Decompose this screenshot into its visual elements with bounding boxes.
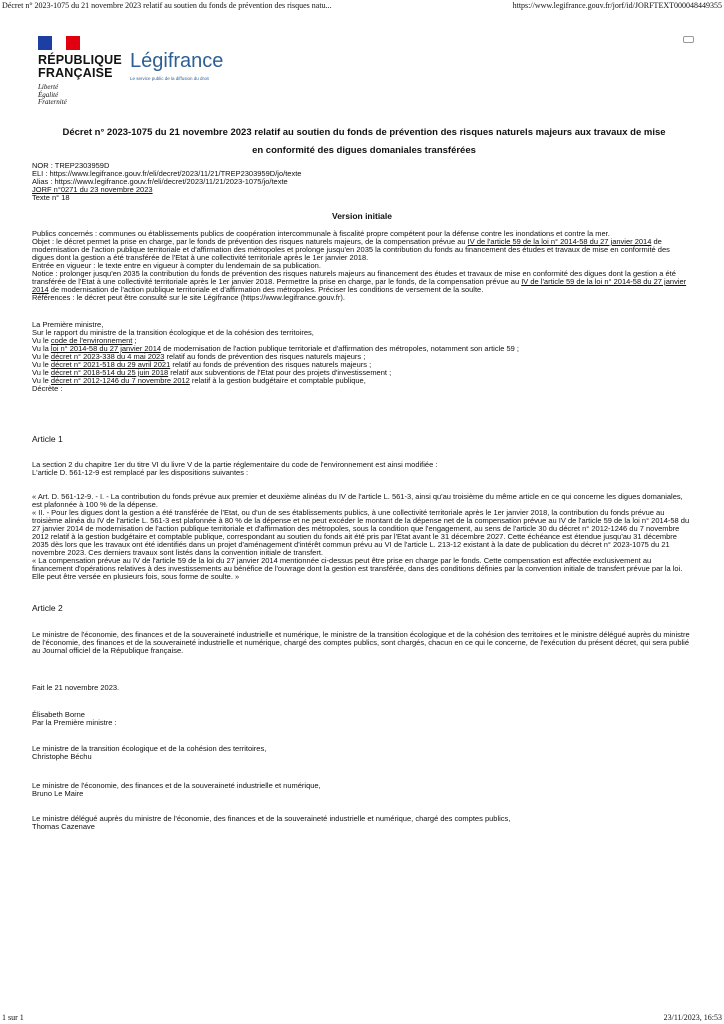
marianne-flag-icon	[38, 36, 80, 50]
paragraph: « Art. D. 561-12-9. - I. - La contribution du fonds prévue aux premier et deuxième alinéas du IV de l'article L. 561-3, ainsi qu'au troisième du même article en ce qui concerne les digues domaniales, est plafonnée à 100 % de la dépense.	[32, 492, 683, 509]
republique-francaise-wordmark: RÉPUBLIQUE FRANÇAISE	[38, 53, 122, 80]
article-2-body: Le ministre de l'économie, des finances et de la souveraineté industrielle et numérique, le ministre de la transition écologique et de la cohésion des territoires et le ministre délégué auprès du ministre de l'économie, des finances et de la souveraineté industrielle et numérique, chargé des comptes publics, sont chargés, chacun en ce qui le concerne, de l'exécution du présent décret, qui sera publié au Journal officiel de la République française.	[32, 630, 690, 655]
objet: Objet : le décret permet la prise en charge, par le fonds de prévention des risques naturels majeurs, de la compensation prévue au IV de l'article 59 de la loi n° 2014-58 du 27 janvier 2014 de modernisation de l'action publique territoriale et d'affirmation des métropoles et prolonge jusqu'en 2035 la contribution du fonds au financement des études et travaux de mise en conformité des digues dont la gestion a été transférée de l'Etat à une collectivité territoriale après le 1er janvier 2018.	[32, 237, 670, 262]
legifrance-logo[interactable]	[38, 34, 238, 114]
premiere-ministre: La Première ministre,	[32, 320, 104, 329]
nor: NOR : TREP2303959D	[32, 161, 110, 170]
print-header-url: https://www.legifrance.gouv.fr/jorf/id/JORFTEXT000048449355	[512, 1, 722, 10]
notice-block	[32, 230, 694, 302]
preamble	[32, 321, 694, 393]
version-label: Version initiale	[332, 211, 392, 221]
loi-2014-58-link[interactable]: IV de l'article 59 de la loi n° 2014-58 du 27 janvier 2014	[32, 277, 687, 294]
page-title: Décret n° 2023-1075 du 21 novembre 2023 relatif au soutien du fonds de prévention des risques naturels majeurs aux travaux de mise en conformité des digues domaniales transférées	[62, 127, 666, 156]
jorf-link[interactable]: JORF n°0271 du 23 novembre 2023	[32, 185, 153, 194]
loi-2014-58-link[interactable]: IV de l'article 59 de la loi n° 2014-58 du 27 janvier 2014	[467, 237, 652, 246]
rapport: Sur le rapport du ministre de la transition écologique et de la cohésion des territoires,	[32, 328, 314, 337]
menu-button[interactable]	[683, 36, 694, 43]
signature-block: Élisabeth Borne Par la Première ministre :	[32, 710, 117, 727]
article-2-heading: Article 2	[32, 603, 63, 613]
paragraph: « II. - Pour les digues dont la gestion a été transférée de l'Etat, ou d'un de ses établissements publics, à une collectivité territoriale après le 1er janvier 2018, la contribution du fonds prévue au troisième alinéa du IV de l'article L. 561-3 est plafonnée à 80 % de la dépense et ne peut excéder le montant de la dépense net de la compensation prévue au IV de l'article 59 de la loi n° 2014-58 du 27 janvier 2014 de modernisation de l'action publique territoriale et d'affirmation des métropoles, sous la condition que l'engagement, au sens de l'article 30 du décret n° 2012-1246 du 7 novembre 2012 relatif à la gestion budgétaire et comptable publique, correspondant au soutien du fonds ait été pris par l'Etat avant le 31 décembre 2027. Cette échéance est étendue jusqu'au 31 décembre 2035 dès lors que les travaux ont été identifiés dans un projet d'aménagement d'intérêt commun prévu au VI de l'article L. 213-12 existant à la date de publication du décret n° 2023-1075 du 21 novembre 2023. Ces derniers travaux sont listés dans la convention initiale de transfert.	[32, 508, 690, 557]
notice: Notice : prolonger jusqu'en 2035 la contribution du fonds de prévention des risques naturels majeurs au financement des études et travaux de mise en conformité des digues dont la gestion a été transférée de l'Etat à une collectivité territoriale après le 1er janvier 2018. Permettre la prise en charge, par le fonds, de la compensation prévue au IV de l'article 59 de la loi n° 2014-58 du 27 janvier 2014 de modernisation de l'action publique territoriale et d'affirmation des métropoles. Préciser les conditions de versement de la soulte.	[32, 269, 687, 294]
article-1-heading: Article 1	[32, 434, 63, 444]
print-footer-page: 1 sur 1	[2, 1013, 24, 1022]
visa-link[interactable]: code de l'environnement	[50, 336, 133, 345]
text-metadata	[32, 162, 301, 202]
references: Références : le décret peut être consulté sur le site Légifrance (https://www.legifrance.gouv.fr).	[32, 293, 345, 302]
visa-link[interactable]: décret n° 2012-1246 du 7 novembre 2012	[50, 376, 190, 385]
visa-link[interactable]: décret n° 2021-518 du 29 avril 2021	[50, 360, 171, 369]
legifrance-brand: Légifrance	[130, 50, 224, 72]
entree-en-vigueur: Entrée en vigueur : le texte entre en vigueur à compter du lendemain de sa publication.	[32, 261, 321, 270]
visa: Vu le décret n° 2021-518 du 29 avril 2021 relatif au fonds de prévention des risques naturels majeurs ;	[32, 360, 372, 369]
publics-concernes: Publics concernés : communes ou établissements publics de coopération intercommunale à fiscalité propre compétent pour la défense contre les inondations et contre la mer.	[32, 229, 610, 238]
visa-link[interactable]: décret n° 2018-514 du 25 juin 2018	[50, 368, 169, 377]
visa-link[interactable]: décret n° 2023-338 du 4 mai 2023	[50, 352, 165, 361]
article-1-body	[32, 493, 694, 581]
signature-block: Le ministre de l'économie, des finances et de la souveraineté industrielle et numérique, Bruno Le Maire	[32, 781, 321, 798]
eli: ELI : https://www.legifrance.gouv.fr/eli/decret/2023/11/21/TREP2303959D/jo/texte	[32, 169, 302, 178]
visa: Vu la loi n° 2014-58 du 27 janvier 2014 de modernisation de l'action publique territoriale et d'affirmation des métropoles, notamment son article 59 ;	[32, 344, 519, 353]
alias: Alias : https://www.legifrance.gouv.fr/eli/decret/2023/11/21/2023-1075/jo/texte	[32, 177, 288, 186]
article-1-intro: La section 2 du chapitre 1er du titre VI du livre V de la partie réglementaire du code de l'environnement est ainsi modifiée : L'article D. 561-12-9 est remplacé par les dispositions suivantes :	[32, 460, 438, 477]
signature-block: Le ministre délégué auprès du ministre de l'économie, des finances et de la souveraineté industrielle et numérique, chargé des comptes publics, Thomas Cazenave	[32, 814, 511, 831]
visa: Vu le décret n° 2023-338 du 4 mai 2023 relatif au fonds de prévention des risques naturels majeurs ;	[32, 352, 366, 361]
texte-number: Texte n° 18	[32, 193, 70, 202]
visa: Vu le décret n° 2018-514 du 25 juin 2018 relatif aux subventions de l'Etat pour des projets d'investissement ;	[32, 368, 392, 377]
print-header-title: Décret n° 2023-1075 du 21 novembre 2023 relatif au soutien du fonds de prévention des risques natu...	[2, 1, 332, 10]
decrete: Décrète :	[32, 384, 63, 393]
motto: Liberté Égalité Fraternité	[38, 83, 67, 106]
signature-block: Le ministre de la transition écologique et de la cohésion des territoires, Christophe Béchu	[32, 744, 267, 761]
visa-link[interactable]: loi n° 2014-58 du 27 janvier 2014	[50, 344, 162, 353]
legifrance-tagline: Le service public de la diffusion du droit	[130, 76, 209, 81]
paragraph: « La compensation prévue au IV de l'article 59 de la loi du 27 janvier 2014 mentionnée ci-dessus peut être prise en charge par le fonds. Cette compensation est affectée exclusivement au financement d'opérations relatives à des investissements au bénéfice de l'ouvrage dont la gestion est transférée, dans des conditions définies par la convention initiale de transfert prévue par la loi. Elle peut être versée en plusieurs fois, sous forme de soulte. »	[32, 556, 683, 581]
fait-date: Fait le 21 novembre 2023.	[32, 683, 120, 692]
visa: Vu le code de l'environnement ;	[32, 336, 137, 345]
print-footer-datetime: 23/11/2023, 16:53	[663, 1013, 722, 1022]
visa: Vu le décret n° 2012-1246 du 7 novembre 2012 relatif à la gestion budgétaire et comptable publique,	[32, 376, 366, 385]
